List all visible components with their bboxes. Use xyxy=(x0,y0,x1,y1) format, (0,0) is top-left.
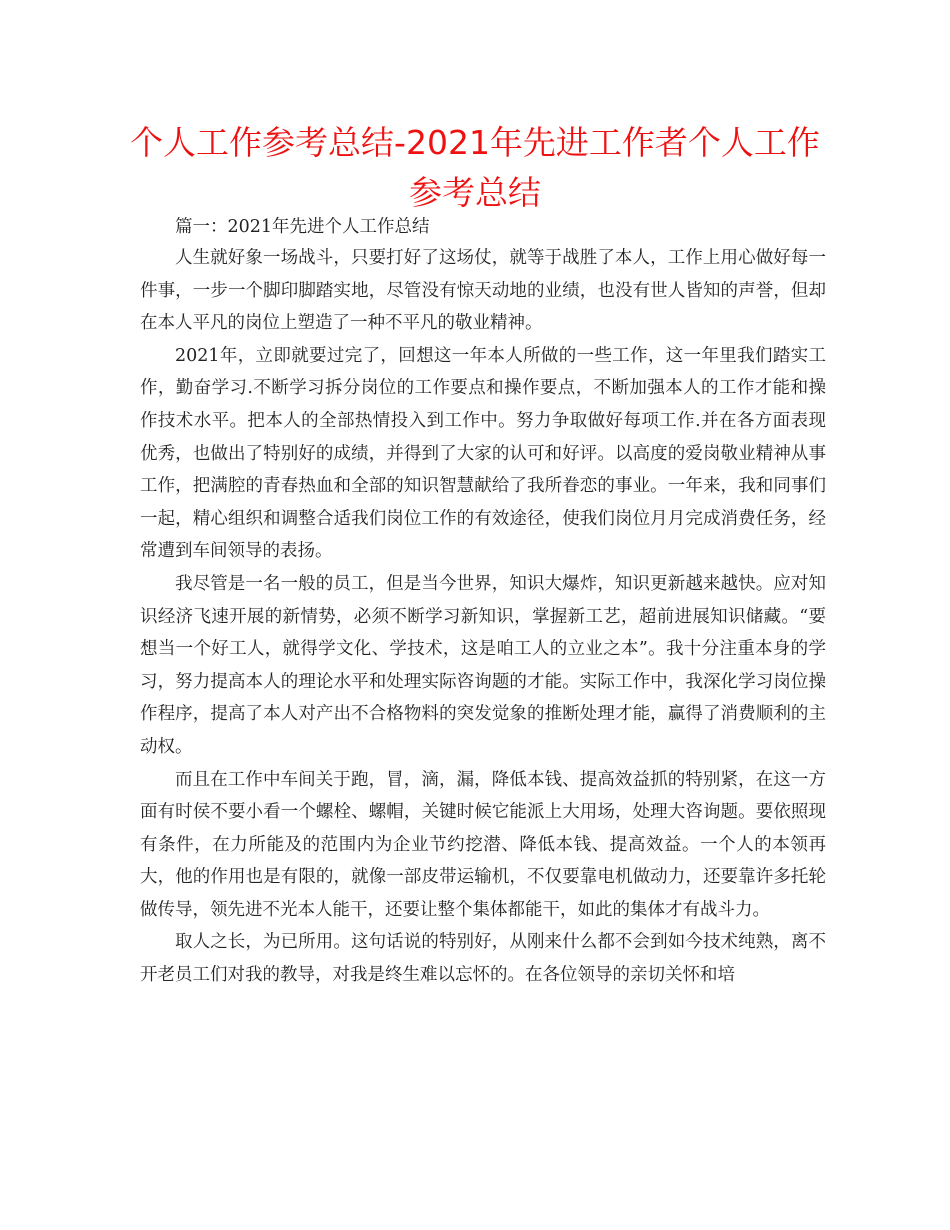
document-title: 个人工作参考总结-2021年先进工作者个人工作参考总结 xyxy=(130,123,820,212)
paragraph-3: 我尽管是一名一般的员工，但是当今世界，知识大爆炸，知识更新越来越快。应对知识经济飞速开展的新情势，必须不断学习新知识，掌握新工艺，超前进展知识储藏。“要想当一个好工人，就得学文化、学技术，这是咱工人的立业之本”。我十分注重本身的学习，努力提高本人的理论水平和处理实际咨询题的才能。实际工作中，我深化学习岗位操作程序，提高了本人对产出不合格物料的突发觉象的推断处理才能，赢得了消费顺利的主动权。 xyxy=(140,573,826,757)
document-body xyxy=(140,212,826,992)
paragraph-1: 人生就好象一场战斗，只要打好了这场仗，就等于战胜了本人，工作上用心做好每一件事，一步一个脚印脚踏实地，尽管没有惊天动地的业绩，也没有世人皆知的声誉，但却在本人平凡的岗位上塑造了一种不平凡的敬业精神。 xyxy=(140,248,826,334)
paragraph-4: 而且在工作中车间关于跑，冒，滴，漏，降低本钱、提高效益抓的特别紧，在这一方面有时侯不要小看一个螺栓、螺帽，关键时候它能派上大用场，处理大咨询题。要依照现有条件，在力所能及的范围内为企业节约挖潜、降低本钱、提高效益。一个人的本领再大，他的作用也是有限的，就像一部皮带运输机，不仅要靠电机做动力，还要靠许多托轮做传导，领先进不光本人能干，还要让整个集体都能干，如此的集体才有战斗力。 xyxy=(140,769,826,920)
paragraph-5: 取人之长，为已所用。这句话说的特别好，从刚来什么都不会到如今技术纯熟，离不开老员工们对我的教导，对我是终生难以忘怀的。在各位领导的亲切关怀和培 xyxy=(140,932,826,986)
section-heading: 篇一：2021年先进个人工作总结 xyxy=(175,217,430,237)
paragraph-2: 2021年，立即就要过完了，回想这一年本人所做的一些工作，这一年里我们踏实工作，勤奋学习.不断学习拆分岗位的工作要点和操作要点，不断加强本人的工作才能和操作技术水平。把本人的全部热情投入到工作中。努力争取做好每项工作.并在各方面表现优秀，也做出了特别好的成绩，并得到了大家的认可和好评。以高度的爱岗敬业精神从事工作，把满腔的青春热血和全部的知识智慧献给了我所眷恋的事业。一年来，我和同事们一起，精心组织和调整合适我们岗位工作的有效途径，使我们岗位月月完成消费任务，经常遭到车间领导的表扬。 xyxy=(140,345,826,562)
